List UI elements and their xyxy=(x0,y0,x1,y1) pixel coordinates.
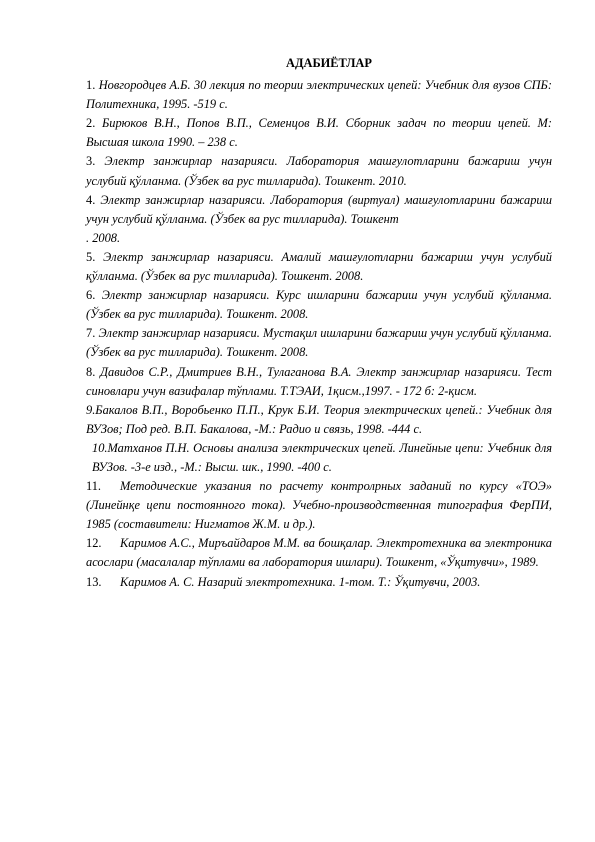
reference-number: 13. xyxy=(86,574,102,589)
reference-text: Электр занжирлар назарияси. Лаборатория машғулотларини бажариш учун услубий қўлланма. (Ўзбек ва рус тилларида). Тошкент. 2010. xyxy=(86,154,552,188)
reference-text: Каримов А.С., Миръайдаров М.М. ва бошқалар. Электротехника ва электроника асослари (масалалар тўплами ва лаборатория ишлари). Тошкент, «Ўқитувчи», 1989. xyxy=(86,536,552,570)
reference-number: 2. xyxy=(86,116,96,131)
reference-item-12 xyxy=(86,534,552,572)
reference-number: 6. xyxy=(86,288,96,303)
reference-page xyxy=(86,54,552,592)
reference-item-1 xyxy=(86,76,552,114)
reference-number: 5. xyxy=(86,249,96,264)
reference-number: 11. xyxy=(86,479,102,494)
reference-text: Электр занжирлар назарияси. Мустақил ишларини бажариш учун услубий қўлланма. (Ўзбек ва рус тилларида). Тошкент. 2008. xyxy=(86,326,552,360)
reference-text: Электр занжирлар назарияси. Курс ишларини бажариш учун услубий қўлланма. (Ўзбек ва рус тилларида). Тошкент. 2008. xyxy=(86,288,553,322)
reference-text: Каримов А. С. Назарий электротехника. 1-том. Т.: Ўқитувчи, 2003. xyxy=(120,574,481,589)
reference-number: 4. xyxy=(86,192,96,207)
page-title: АДАБИЁТЛАР xyxy=(286,56,372,70)
reference-text: Новгородцев А.Б. 30 лекция по теории электрических цепей: Учебник для вузов СПБ: Политехника, 1995. -519 с. xyxy=(86,78,552,112)
reference-text: Электр занжирлар назарияси. Амалий машғулотларни бажариш учун услубий қўлланма. (Ўзбек ва рус тилларида). Тошкент. 2008. xyxy=(86,249,552,284)
reference-text: Методические указания по расчету контролрных заданий по курсу «ТОЭ» (Линейнқе цепи постоянного тока). Учебно-производственная типография ФерПИ, 1985 (составители: Нигматов Ж.М. и др.). xyxy=(86,479,552,532)
reference-number: 8. xyxy=(86,364,96,379)
reference-item-11 xyxy=(86,477,552,534)
reference-text: Электр занжирлар назарияси. Лаборатория (виртуал) машғулотларини бажариш учун услубий қўлланма. (Ўзбек ва рус тилларида). Тошкент xyxy=(86,192,552,226)
reference-item-13 xyxy=(86,573,552,592)
reference-item-5 xyxy=(86,248,552,286)
reference-item-2 xyxy=(86,114,552,152)
reference-text: Давидов С.Р., Дмитриев В.Н., Тулаганова В.А. Электр занжирлар назарияси. Тест синовлари учун вазифалар тўплами. Т.ТЭАИ, 1қисм.,1997. - 172 б: 2-қисм. xyxy=(86,364,552,398)
reference-number: 7. xyxy=(86,326,96,341)
reference-text: Бирюков В.Н., Попов В.П., Семенцов В.И. Сборник задач по теории цепей. М: Высшая школа 1990. – 238 с. xyxy=(86,116,552,150)
reference-item-8 xyxy=(86,363,552,401)
reference-number: 9. xyxy=(86,402,96,417)
reference-item-10 xyxy=(86,439,552,477)
reference-item-4 xyxy=(86,191,552,248)
reference-item-7 xyxy=(86,324,552,362)
reference-number: 12. xyxy=(86,536,102,551)
reference-item-9 xyxy=(86,401,552,439)
reference-number: 1. xyxy=(86,78,96,93)
reference-item-6 xyxy=(86,286,552,324)
reference-item-3 xyxy=(86,152,552,190)
reference-number: 3. xyxy=(86,154,96,169)
reference-text-tail: . 2008. xyxy=(86,230,121,245)
reference-text: Бакалов В.П., Воробьенко П.П., Крук Б.И. Теория электрических цепей.: Учебник для ВУЗов; Под ред. В.П. Бакалова, -М.: Радио и связь, 1998. -444 с. xyxy=(86,402,552,436)
reference-text: Матханов П.Н. Основы анализа электрических цепей. Линейные цепи: Учебник для ВУЗов. -3-е изд., -М.: Высш. шк., 1990. -400 с. xyxy=(92,440,552,474)
reference-number: 10. xyxy=(92,440,108,455)
